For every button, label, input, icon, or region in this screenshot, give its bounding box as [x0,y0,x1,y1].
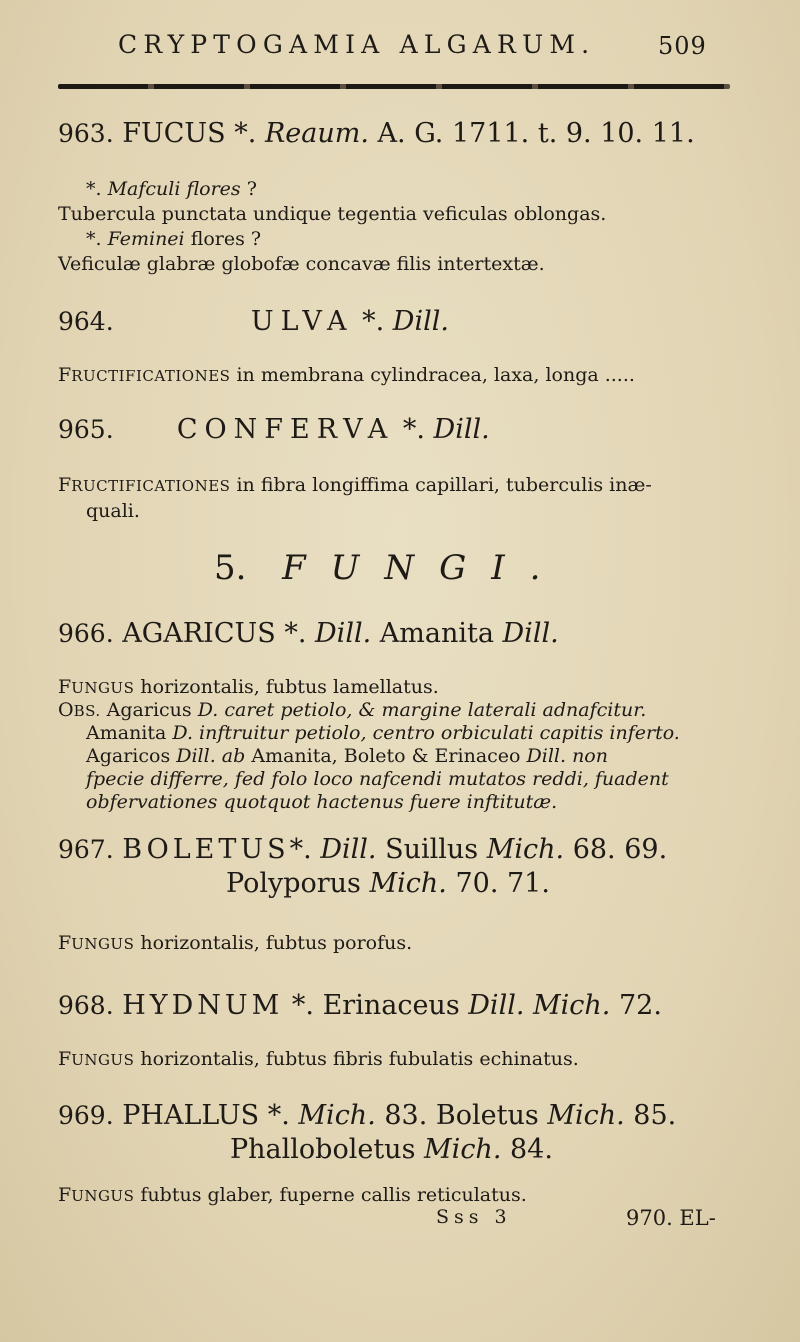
section-number: 5. [214,548,247,588]
section-heading [214,548,565,588]
synonym: Erinaceus [322,990,460,1021]
entry-967-description [58,932,412,954]
entry-number: 964. [58,307,114,336]
genus-name: HYDNUM [122,990,284,1021]
small-caps-rest: BS. [73,702,101,720]
synonym: Phalloboletus [230,1134,416,1165]
entry-969-heading-cont [230,1134,553,1165]
entry-963-line-2: Tubercula punctata undique tegentia veficulas oblongas. [58,203,607,225]
obs-author: D. [172,722,193,744]
running-head [0,26,800,66]
entry-968-description [58,1048,579,1070]
synonym-author: Mich. [547,1100,625,1131]
asterisk-mark: *. [284,618,307,649]
author: Mich. [298,1100,376,1131]
catchword: 970. EL- [626,1206,716,1230]
entry-964-description [58,364,635,386]
page-number: 509 [658,32,707,60]
description-text: horizontalis, fubtus porofus. [140,932,413,954]
header-rule [58,84,730,89]
obs-author: Dill. ab [176,745,246,767]
description-text: in fibra longiffima capillari, tuberculis inæ- [236,474,652,496]
reference: 72. [618,990,662,1021]
obs-text: caret petiolo, & margine laterali adnafcitur. [224,699,647,721]
asterisk-mark: *. [86,228,102,250]
small-caps-initial: F [58,932,72,954]
author: Dill. [320,834,377,865]
description-text: fubtus glaber, fuperne callis reticulatus. [140,1184,527,1206]
asterisk-mark: *. [362,306,385,337]
entry-number: 967. [58,835,114,864]
author: Reaum. [264,118,369,149]
small-caps-initial: F [58,1184,72,1206]
entry-number: 965. [58,415,114,444]
reference: A. G. 1711. t. 9. 10. 11. [377,118,695,149]
entry-number: 963. [58,119,114,148]
small-caps-initial: F [58,1048,72,1070]
entry-967-heading [58,834,667,865]
reference: 68. 69. [572,834,668,865]
small-caps-rest: UNGUS [71,679,135,697]
asterisk-mark: *. [289,834,312,865]
entry-965-description [58,474,652,496]
reference: 84. [510,1134,553,1165]
synonym-author: Mich. [486,834,565,865]
asterisk-mark: *. [234,118,257,149]
asterisk-mark: *. [267,1100,290,1131]
entry-966-heading [58,618,559,649]
small-caps-initial: F [58,364,72,386]
synonym: Boletus [435,1100,539,1131]
italic-term: Mafculi flores [107,178,241,200]
genus-name: BOLETUS [122,834,290,865]
entry-963-line-4: Veficulæ glabræ globofæ concavæ filis intertextæ. [58,253,545,275]
entry-963-line-3 [86,228,261,250]
italic-term: Feminei [107,228,185,250]
obs-author: Dill. non [526,745,608,767]
obs-text: inftruitur petiolo, centro orbiculati capitis inferto. [199,722,680,744]
author: Dill. [433,414,490,445]
entry-966-description [58,676,439,698]
reference: 85. [633,1100,677,1131]
small-caps-initial: O [58,699,74,721]
small-caps-rest: UNGUS [71,1051,135,1069]
obs-author: D. [197,699,219,721]
small-caps-initial: F [58,676,72,698]
author: Dill. Mich. [468,990,611,1021]
obs-term: Amanita [86,722,167,744]
section-title: FUNGI. [282,548,566,588]
synonym-author: Mich. [369,868,447,899]
signature-mark: Sss 3 [436,1206,512,1228]
entry-966-obs-line-1 [58,699,646,721]
entry-966-obs-line-3 [86,745,608,767]
entry-966-obs-line-5: obfervationes quotquot hactenus fuere inftitutæ. [86,791,558,813]
obs-term: Agaricus [106,699,192,721]
asterisk-mark: *. [86,178,102,200]
small-caps-rest: RUCTIFICATIONES [71,367,231,385]
synonym: Polyporus [226,868,361,899]
entry-969-heading [58,1100,676,1131]
asterisk-mark: *. [291,990,314,1021]
author: Dill. [392,306,449,337]
synonym-author: Dill. [502,618,559,649]
text-rest: flores ? [190,228,262,250]
entry-964-heading [58,306,449,337]
small-caps-initial: F [58,474,72,496]
genus-name: AGARICUS [122,618,276,649]
description-text: horizontalis, fubtus fibris fubulatis echinatus. [140,1048,579,1070]
entry-968-heading [58,990,662,1021]
entry-965-heading [58,414,490,445]
reference: 83. [384,1100,428,1131]
synonym: Suillus [385,834,479,865]
author: Dill. [315,618,372,649]
asterisk-mark: *. [402,414,425,445]
entry-number: 966. [58,619,114,648]
obs-term: Agaricos [86,745,171,767]
description-text: horizontalis, fubtus lamellatus. [140,676,439,698]
entry-967-heading-cont [226,868,550,899]
entry-965-description-cont: quali. [86,500,140,522]
small-caps-rest: RUCTIFICATIONES [71,477,231,495]
entry-963-heading [58,118,695,149]
genus-name: CONFERVA [176,414,395,445]
obs-text: Amanita, Boleto & Erinaceo [251,745,521,767]
synonym: Amanita [379,618,494,649]
entry-966-obs-line-2 [86,722,680,744]
genus-name: ULVA [250,306,354,337]
page-footer [0,1200,800,1240]
entry-number: 968. [58,991,114,1020]
genus-name: PHALLUS [122,1100,260,1131]
small-caps-rest: UNGUS [71,1187,135,1205]
genus-name: FUCUS [122,118,226,149]
synonym-author: Mich. [424,1134,502,1165]
text-rest: ? [246,178,257,200]
entry-963-line-1 [86,178,257,200]
small-caps-rest: UNGUS [71,935,135,953]
description-text: in membrana cylindracea, laxa, longa ..... [236,364,635,386]
entry-966-obs-line-4: fpecie differre, fed folo loco nafcendi mutatos reddi, fuadent [86,768,669,790]
running-title: CRYPTOGAMIA ALGARUM. [118,30,596,59]
entry-number: 969. [58,1101,114,1130]
reference: 70. 71. [455,868,550,899]
